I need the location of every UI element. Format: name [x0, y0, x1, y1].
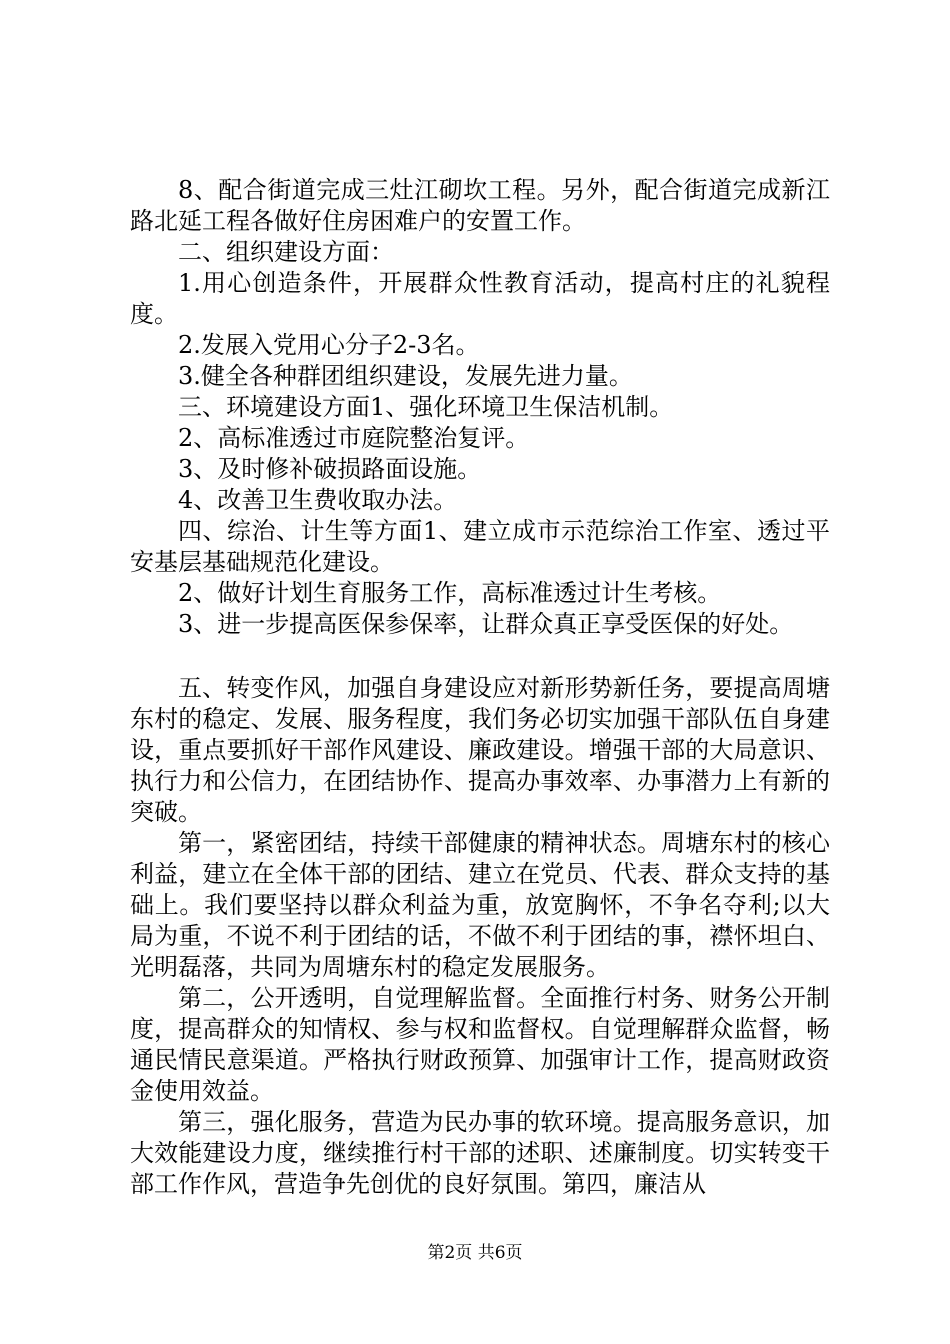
document-body	[130, 175, 830, 1200]
list-item: 1.用心创造条件，开展群众性教育活动，提高村庄的礼貌程度。	[130, 269, 830, 328]
list-item: 2.发展入党用心分子2-3名。	[178, 331, 480, 359]
section-heading: 五、转变作风，加强自身建设应对新形势新任务，要提高周塘东村的稳定、发展、服务程度，我们务必切实加强干部队伍自身建设，重点要抓好干部作风建设、廉政建设。增强干部的大局意识、执行力和公信力，在团结协作、提高办事效率、办事潜力上有新的突破。	[130, 674, 830, 826]
section-heading: 二、组织建设方面：	[178, 238, 394, 266]
list-item: 3、进一步提高医保参保率，让群众真正享受医保的好处。	[178, 610, 794, 638]
paragraph: 第一，紧密团结，持续干部健康的精神状态。周塘东村的核心利益，建立在全体干部的团结、建立在党员、代表、群众支持的基础上。我们要坚持以群众利益为重，放宽胸怀，不争名夺利;以大局为重，不说不利于团结的话，不做不利于团结的事，襟怀坦白、光明磊落，共同为周塘东村的稳定发展服务。	[130, 829, 830, 981]
list-item: 3、及时修补破损路面设施。	[178, 455, 482, 483]
section-heading: 四、综治、计生等方面1、建立成市示范综治工作室、透过平安基层基础规范化建设。	[130, 517, 830, 576]
list-item: 2、做好计划生育服务工作，高标准透过计生考核。	[178, 579, 722, 607]
paragraph: 第二，公开透明，自觉理解监督。全面推行村务、财务公开制度，提高群众的知情权、参与权和监督权。自觉理解群众监督，畅通民情民意渠道。严格执行财政预算、加强审计工作，提高财政资金使用效益。	[130, 984, 830, 1105]
list-item: 2、高标准透过市庭院整治复评。	[178, 424, 530, 452]
page-number-footer: 第2页 共6页	[427, 1243, 523, 1263]
paragraph: 第三，强化服务，营造为民办事的软环境。提高服务意识，加大效能建设力度，继续推行村干部的述职、述廉制度。切实转变干部工作作风，营造争先创优的良好氛围。第四，廉洁从	[130, 1108, 830, 1198]
list-item: 4、改善卫生费收取办法。	[178, 486, 458, 514]
list-item: 3.健全各种群团组织建设，发展先进力量。	[178, 362, 633, 390]
section-heading: 三、环境建设方面1、强化环境卫生保洁机制。	[178, 393, 674, 421]
paragraph: 8、配合街道完成三灶江砌坎工程。另外，配合街道完成新江路北延工程各做好住房困难户的安置工作。	[130, 176, 830, 235]
